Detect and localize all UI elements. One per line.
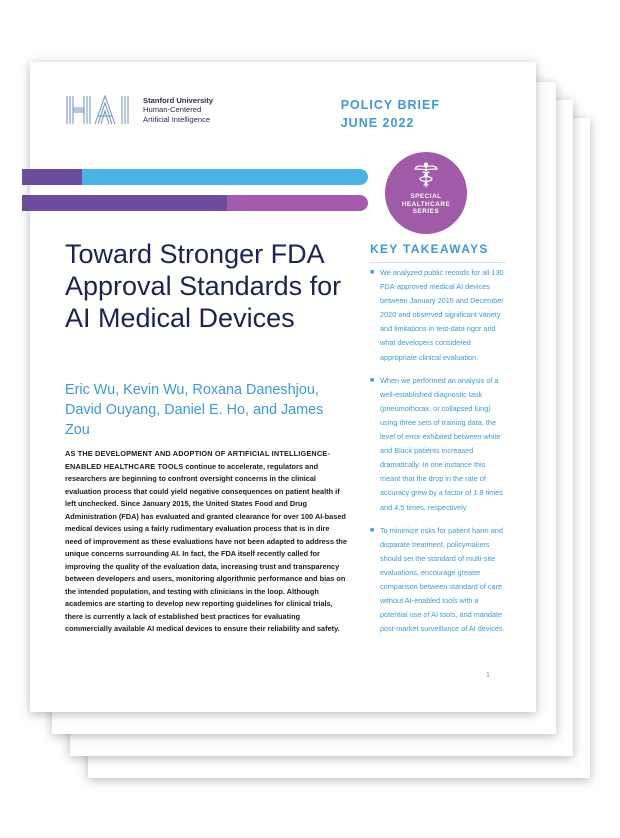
key-takeaways-rule (370, 262, 506, 263)
brief-type: POLICY BRIEF (340, 98, 440, 112)
takeaway-item (370, 524, 506, 637)
hai-logo-mark (65, 95, 137, 125)
special-healthcare-series-badge (385, 152, 467, 234)
intro-paragraph (65, 448, 347, 636)
caduceus-icon (414, 162, 438, 188)
logo-text (143, 96, 213, 125)
policy-brief-label (341, 96, 440, 132)
logo-institute-line1: Human-Centered (143, 105, 202, 115)
decorative-stripe-top (22, 169, 368, 185)
brief-title: Toward Stronger FDA Approval Standards for AI Medical Devices (65, 239, 342, 333)
decorative-stripe-bottom (22, 195, 368, 211)
badge-line-1: SPECIAL (410, 193, 442, 200)
brief-authors: Eric Wu, Kevin Wu, Roxana Daneshjou, David Ouyang, Daniel E. Ho, and James Zou (65, 382, 324, 438)
badge-line-3: SERIES (412, 208, 440, 216)
hai-logo (65, 95, 213, 125)
takeaway-item (370, 266, 506, 365)
logo-university: Stanford University (143, 95, 214, 105)
policy-brief-page (30, 62, 536, 712)
logo-institute-line2: Artificial Intelligence (143, 114, 211, 124)
key-takeaways-heading: KEY TAKEAWAYS (370, 242, 489, 256)
takeaway-text: We analyzed public records for all 130 FDA-approved medical AI devices between January 2015 and December 2020 and observed significant variety and limitations in test-data rigor and what developers considered appropriate clinical evaluation. (380, 268, 504, 362)
key-takeaways-list (370, 266, 506, 645)
bullet-icon: ■ (370, 269, 375, 276)
takeaway-text: When we performed an analysis of a well-established diagnostic task (pneumothorax, or collapsed lung) using three sets of training data, the level of error exhibited between white and Black patients increased dramatically. In one instance this meant that the drop in the rate of accuracy grew by a factor of 1.8 times and 4.5 times, respectively. (380, 375, 503, 512)
takeaway-item (370, 374, 506, 515)
badge-text (385, 193, 467, 216)
intro-text: continue to accelerate, regulators and researchers are beginning to confront oversight concerns in the clinical evaluation process that could yield negative consequences on patient health if left unchecked. Since January 2015, the United States Food and Drug Administration (FDA) has evaluated and granted clearance for over 100 AI-based medical devices using a fairly rudimentary evaluation process that is in dire need of improvement as these evaluations have not been adapted to address the unique concerns surrounding AI. In fact, the FDA itself recently called for improving the quality of the evaluation data, increasing trust and transparency between developers and users, monitoring algorithmic performance and bias on the intended population, and testing with clinicians in the loop. Although academics are starting to develop new reporting guidelines for clinical trials, there is currently a lack of established best practices for evaluating commercially available AI medical devices to ensure their reliability and safety. (65, 461, 347, 633)
bullet-icon: ■ (370, 526, 375, 534)
brief-date: JUNE 2022 (340, 116, 415, 130)
intro-lead: AS THE DEVELOPMENT AND ADOPTION OF ARTIFICIAL INTELLIGENCE-ENABLED HEALTHCARE TOOLS (65, 449, 330, 471)
badge-line-2: HEALTHCARE (401, 200, 451, 208)
takeaway-text: To minimize risks for patient harm and disparate treatment, policymakers should set the standard of multi-site evaluations, encourage greater comparison between standard of care without AI-enabled tools with a potential use of AI tools, and mandate post-market surveillance of AI devices. (380, 525, 505, 634)
page-number: 1 (486, 672, 490, 679)
bullet-icon: ■ (370, 376, 375, 384)
